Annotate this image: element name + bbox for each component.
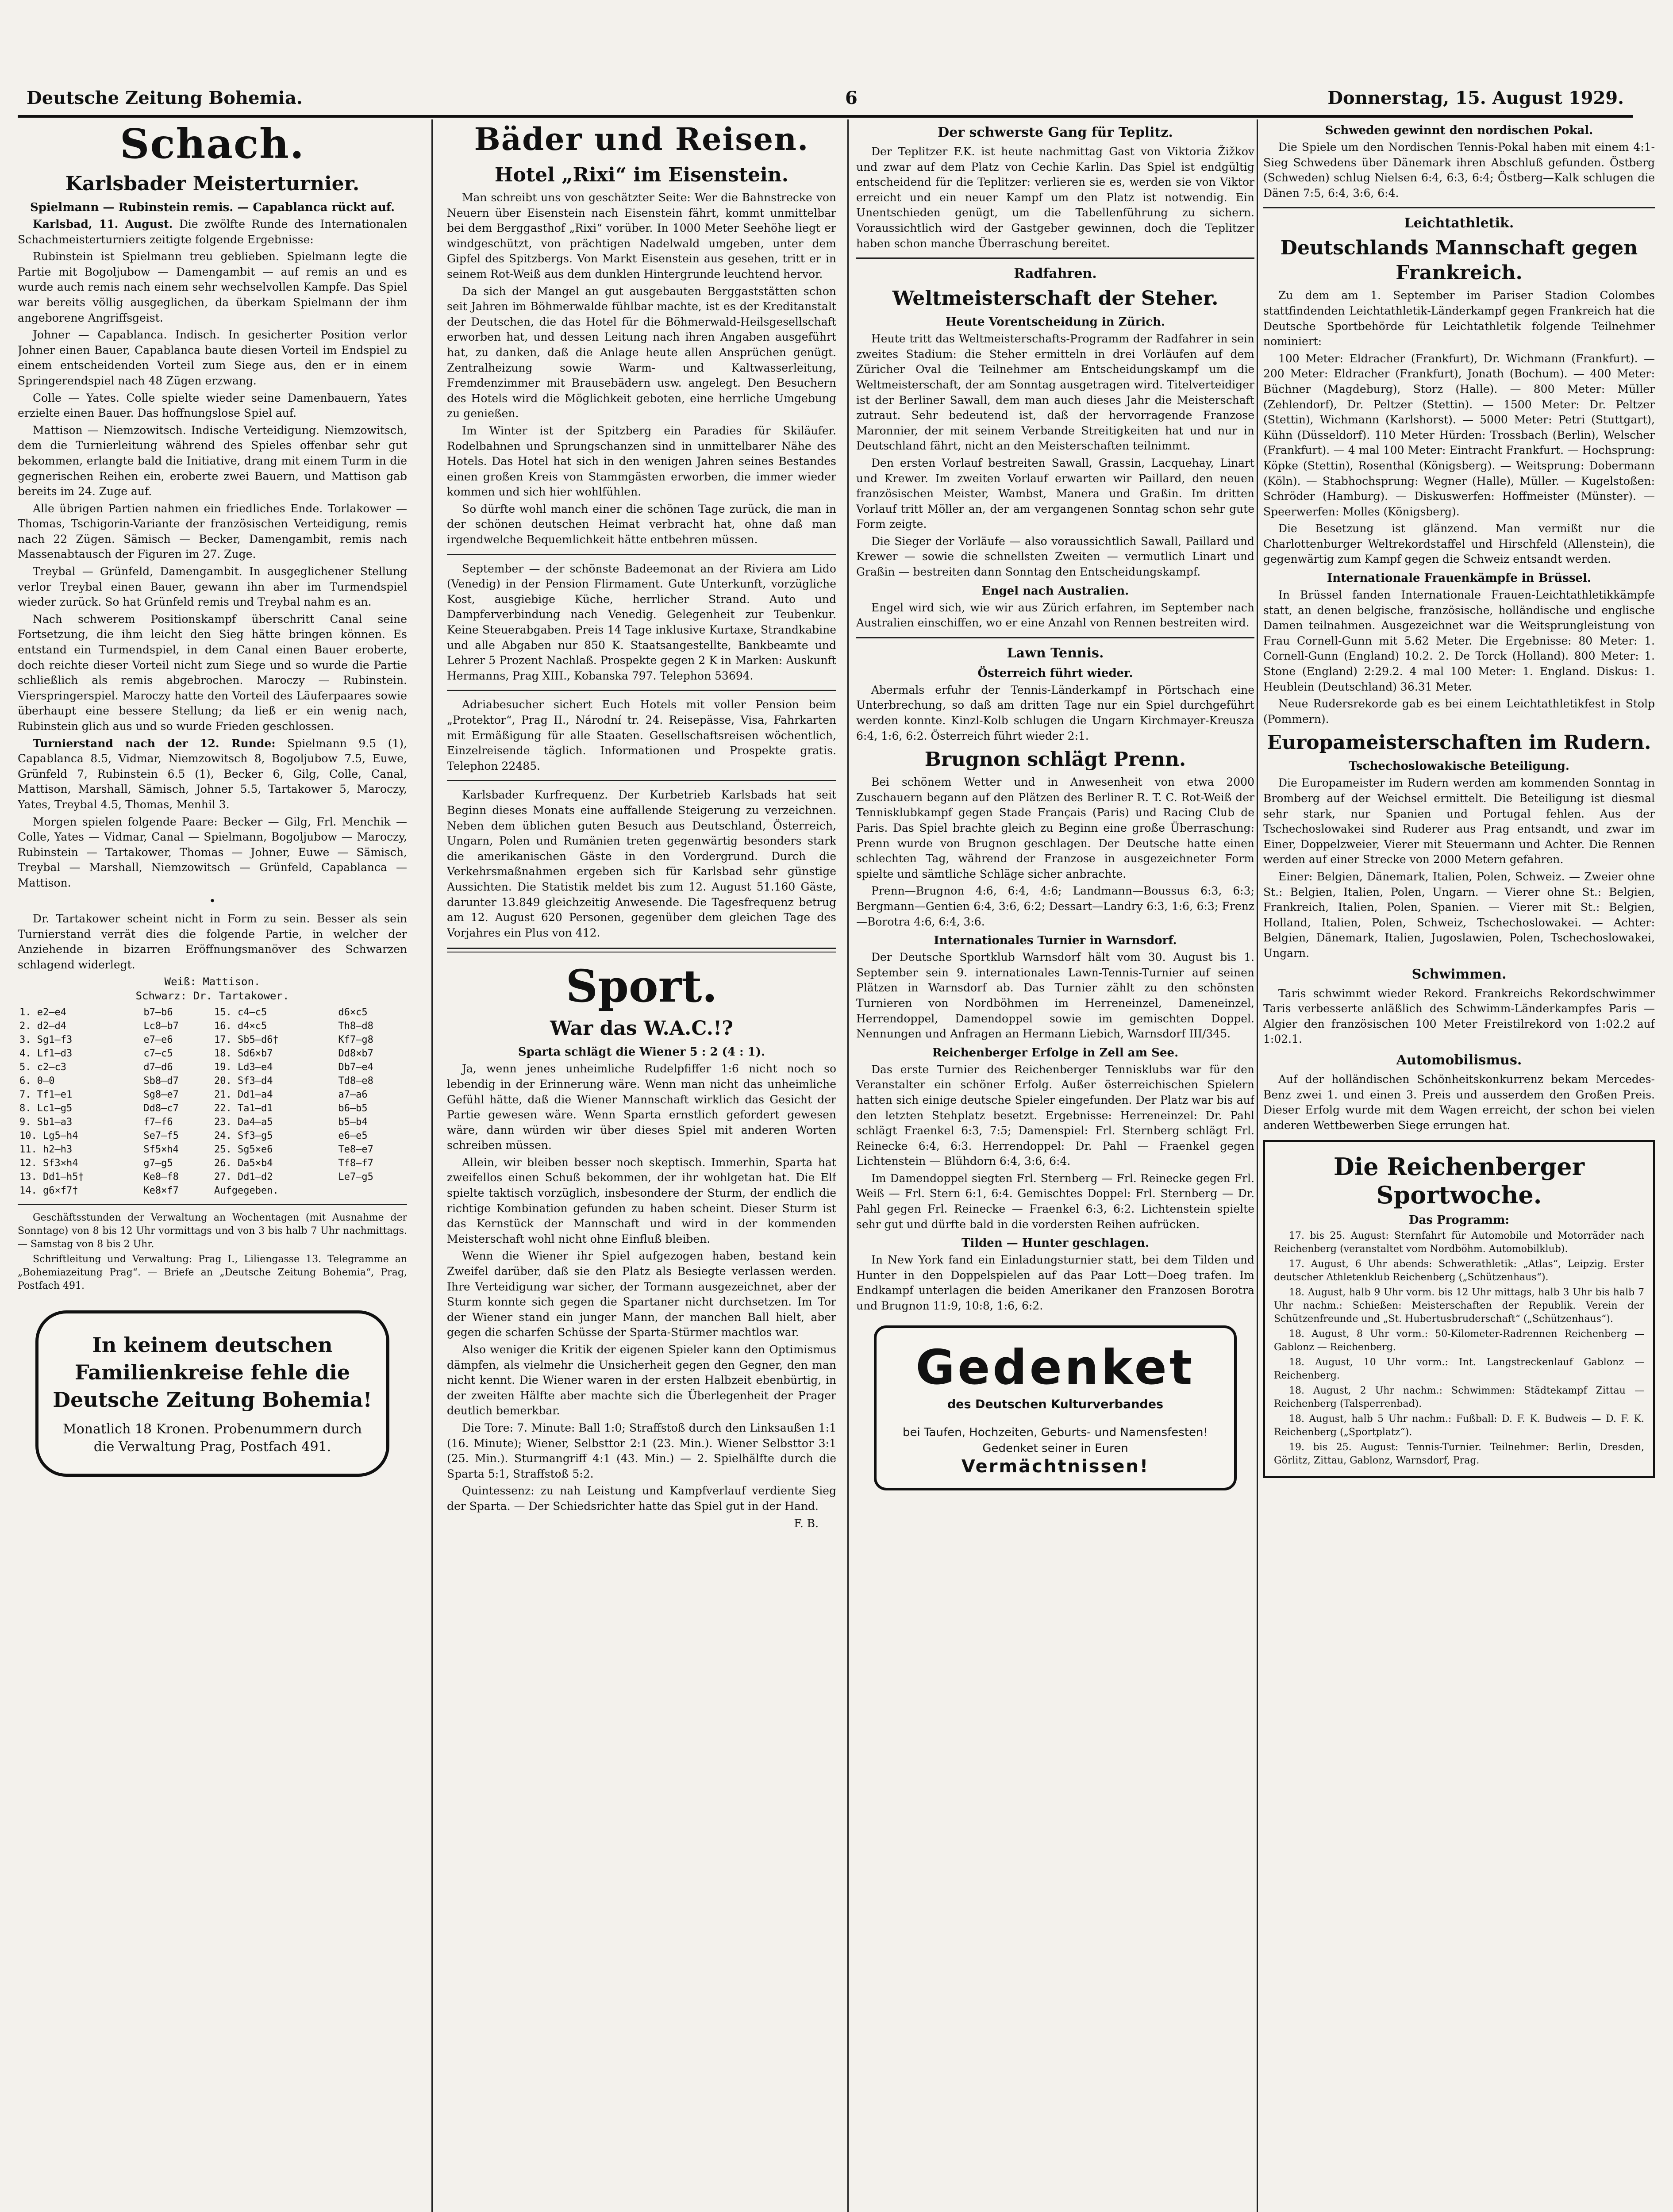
paragraph: Man schreibt uns von geschätzter Seite: Wer die Bahnstrecke von Neuern über Eisenstein nach Eisenstein fährt, kommt unmittelbar bei dem Berggasthof „Rixi“ vorüber. In 1000 Meter Seehöhe liegt er windgeschützt, von prächtigen Nadelwald umgeben, unter dem Gipfel des Spitzbergs. Von Markt Eisenstein aus gesehen, tritt er in seinem Rot-Weiß aus dem dunklen Hintergrunde leuchtend hervor. — [447, 191, 836, 280]
box-title: Die Reichenberger Sportwoche. — [1333, 1152, 1585, 1210]
move-cell: 7. Tf1—e1 — [19, 1089, 73, 1100]
move-cell: e7—e6 — [143, 1034, 173, 1045]
move-row — [18, 1184, 407, 1198]
box-subtitle: Das Programm: — [1408, 1214, 1510, 1227]
article-title: Schweden gewinnt den nordischen Pokal. — [1325, 124, 1593, 137]
address: Schriftleitung und Verwaltung: Prag I., Liliengasse 13. Telegramme an „Bohemiazeitung Prag“. — Briefe an „Deutsche Zeitung Bohemia“, Prag, Postfach 491. — [18, 1253, 407, 1291]
paragraph: Johner — Capablanca. Indisch. In gesicherter Position verlor Johner einen Bauer, Capablanca baute diesen Vorteil im Endspiel zu einem entscheidenden Vorteil zum Siege aus, den er in einem Springerendspiel nach 48 Zügen erzwang. — [18, 328, 407, 387]
paragraph: Auf der holländischen Schönheitskonkurrenz bekam Mercedes-Benz zwei 1. und einen 3. Preis und ausserdem den Großen Preis. Dieser Erfolg wurde mit dem Wagen erreicht, der schon bei vielen anderen Wettbewerben Siege errungen hat. — [1263, 1072, 1655, 1132]
move-cell: 12. Sf3×h4 — [19, 1157, 78, 1169]
move-cell: 1. e2—e4 — [19, 1006, 66, 1018]
move-cell: 20. Sf3—d4 — [214, 1075, 273, 1087]
move-cell: Db7—e4 — [338, 1061, 373, 1073]
paragraph: Einer: Belgien, Dänemark, Italien, Polen, Schweiz. — Zweier ohne St.: Belgien, Italien, Polen, Ungarn. — Vierer ohne St.: Belgien, Frankreich, Italien, Polen, Spanien. — Vierer mit St.: Belgien, Holland, Italien, Polen, Schweiz, Tschechoslowakei. — Achter: Belgien, Dänemark, Italien, Jugoslawien, Polen, Tschechoslowakei, Ungarn. — [1263, 870, 1655, 960]
move-row — [18, 1156, 407, 1170]
move-cell: 9. Sb1—a3 — [19, 1116, 73, 1128]
move-cell: d7—d6 — [143, 1061, 173, 1073]
lead-text: Die zwölfte Runde des Internationalen Schachmeisterturniers zeitigte folgende Ergebnisse: — [18, 218, 407, 246]
move-cell: f7—f6 — [143, 1116, 173, 1128]
move-cell: 18. Sd6×b7 — [214, 1048, 273, 1059]
paragraph: Abermals erfuhr der Tennis-Länderkampf in Pörtschach eine Unterbrechung, so daß am dritten Tage nur ein Spiel durchgeführt werden konnte. Kinzl-Kolb schlugen die Ungarn Kirchmayer-Kreusza 6:4, 1:6, 6:2. Österreich führt wieder 2:1. — [856, 683, 1254, 742]
move-cell: Ke8—f8 — [143, 1171, 179, 1183]
move-row — [18, 1033, 407, 1047]
advertisement-bohemia — [35, 1310, 389, 1477]
section-heading-chess: Schach. — [120, 120, 305, 168]
move-cell: 14. g6×f7† — [19, 1185, 78, 1196]
article-subtitle: Heute Vorentscheidung in Zürich. — [946, 315, 1165, 329]
move-cell: 5. c2—c3 — [19, 1061, 66, 1073]
program-item: 18. August, halb 5 Uhr nachm.: Fußball: D. F. K. Budweis — D. F. K. Reichenberg („Sportplatz“). — [1274, 1413, 1644, 1438]
move-cell: 16. d4×c5 — [214, 1020, 267, 1032]
move-row — [18, 1143, 407, 1156]
paragraph: Die Besetzung ist glänzend. Man vermißt nur die Charlottenburger Weltrekordstaffel und Hirschfeld (Allenstein), die gegenwärtig zum Kampf gegen die Schweiz entsandt werden. — [1263, 522, 1655, 566]
program-item: 17. bis 25. August: Sternfahrt für Automobile und Motorräder nach Reichenberg (veranstaltet vom Nordböhm. Automobilklub). — [1274, 1230, 1644, 1255]
move-cell: 6. 0—0 — [19, 1075, 55, 1087]
paragraph: Das erste Turnier des Reichenberger Tennisklubs war für den Veranstalter ein schöner Erfolg. Außer österreichischen Spielern hatten sich einige deutsche Spieler eingefunden. Der Platz war bis auf den letzten Stehplatz besetzt. Ergebnisse: Herreneinzel: Dr. Pahl schlägt Fraenkel 6:3, 7:5; Damenspiel: Frl. Sternberg schlägt Frl. Reinecke 6:4, 6:3. Herrendoppel: Dr. Pahl — Fraenkel gegen Lichtenstein — Blühdorn 6:4, 3:6, 6:4. — [856, 1063, 1254, 1168]
move-cell: 25. Sg5×e6 — [214, 1144, 273, 1155]
masthead-date: Donnerstag, 15. August 1929. — [1327, 88, 1624, 108]
paragraph: Da sich der Mangel an gut ausgebauten Berggaststätten schon seit Jahren im Böhmerwalde fühlbar machte, ist es der Kreditanstalt der Deutschen, die das Hotel für die Böhmerwald-Heilsgesellschaft erworben hat, und dessen Leitung nach ihren Angaben ausgeführt hat, zu danken, daß die Anlage heute allen Ansprüchen genügt. Zentralheizung sowie Warm- und Kaltwasserleitung, Fremdenzimmer mit Brausebädern usw. angelegt. Den Besuchern des Hotels wird die Möglichkeit geboten, eine herrliche Umgebung zu genießen. — [447, 284, 836, 420]
move-cell: b6—b5 — [338, 1102, 368, 1114]
move-row — [18, 1006, 407, 1019]
author-signature: F. B. — [794, 1517, 819, 1530]
paragraph: Engel wird sich, wie wir aus Zürich erfahren, im September nach Australien einschiffen, wo er eine Anzahl von Rennen bestreiten wird. — [856, 601, 1254, 630]
move-cell: 8. Lc1—g5 — [19, 1102, 73, 1114]
move-row — [18, 1170, 407, 1184]
move-cell: Kf7—g8 — [338, 1034, 373, 1045]
ad-headline: Gedenket — [915, 1340, 1195, 1395]
paragraph: In New York fand ein Einladungsturnier statt, bei dem Tilden und Hunter in den Doppelspielen auf das Paar Lott—Doeg trafen. Im Endkampf unterlagen die beiden Amerikaner den Franzosen Borotra und Brugnon 11:9, 10:8, 1:6, 6:2. — [856, 1253, 1254, 1313]
move-cell: 24. Sf3—g5 — [214, 1130, 273, 1141]
move-cell: 10. Lg5—h4 — [19, 1130, 78, 1141]
paragraph: 100 Meter: Eldracher (Frankfurt), Dr. Wichmann (Frankfurt). — 200 Meter: Eldracher (Frankfurt), Jonath (Bochum). — 400 Meter: Büchner (Magdeburg), Storz (Halle). — 800 Meter: Müller (Zehlendorf), Dr. Peltzer (Stettin). — 1500 Meter: Dr. Peltzer (Stettin), Wichmann (Karlshorst). — 5000 Meter: Petri (Stuttgart), Kühn (Düsseldorf). 110 Meter Hürden: Trossbach (Berlin), Welscher (Frankfurt). — 4 mal 100 Meter: Eintracht Frankfurt. — Hochsprung: Köpke (Stettin), Rosenthal (Königsberg). — Weitsprung: Dobermann (Köln). — Stabhochsprung: Wegner (Halle), Müller. — Kugelstoßen: Schröder (Hamburg). — Diskuswerfen: Hoffmeister (Münster). — Speerwerfen: Molles (Königsberg). — [1263, 352, 1655, 518]
paragraph: Neue Rudersrekorde gab es bei einem Leichtathletikfest in Stolp (Pommern). — [1263, 697, 1655, 726]
paragraph: Die Spiele um den Nordischen Tennis-Pokal haben mit einem 4:1-Sieg Schwedens über Dänemark ihren Abschluß gefunden. Östberg (Schweden) schlug Nielsen 6:4, 6:3, 6:4; Östberg—Kalk schlugen die Dänen 7:5, 6:4, 3:6, 6:4. — [1263, 141, 1655, 200]
column-rule — [847, 119, 849, 2212]
program-item: 18. August, 2 Uhr nachm.: Schwimmen: Städtekampf Zittau — Reichenberg (Talsperrenbad). — [1274, 1385, 1644, 1410]
paragraph: Die Europameister im Rudern werden am kommenden Sonntag in Bromberg auf der Weichsel ermittelt. Die Beteiligung ist diesmal sehr stark, nur Spanien und Portugal fehlen. Aus der Tschechoslowakei sind Ruderer aus Prag entsandt, und zwar im Einer, Doppelzweier, Vierer mit Steuermann und Achter. Die Rennen werden auf einer Strecke von 2000 Metern gefahren. — [1263, 776, 1655, 866]
paragraph: Allein, wir bleiben besser noch skeptisch. Immerhin, Sparta hat zweifellos einen Schuß bekommen, der ihr wohlgetan hat. Die Elf spielte taktisch vorzüglich, insbesondere der Sturm, der endlich die richtige Kombination gefunden zu haben scheint. Dieser Sturm ist das Kernstück der Mannschaft und wird in der kommenden Meisterschaft wohl nicht ohne Einfluß bleiben. — [447, 1156, 836, 1245]
paragraph: Im Damendoppel siegten Frl. Sternberg — Frl. Reinecke gegen Frl. Weiß — Frl. Stern 6:1, 6:4. Gemischtes Doppel: Frl. Sternberg — Dr. Pahl gegen Frl. Reinecke — Fraenkel 6:3, 6:2. Lichtenstein spielte sehr gut und dürfte bald in die vordersten Reihen aufrücken. — [856, 1171, 1254, 1231]
article-title: Europameisterschaften im Rudern. — [1267, 731, 1651, 754]
move-cell: 27. Dd1—d2 — [214, 1171, 273, 1183]
article-title: Karlsbader Meisterturnier. — [65, 173, 360, 195]
move-row — [18, 1060, 407, 1074]
ad-subscription-text: Monatlich 18 Kronen. Probenummern durch die Verwaltung Prag, Postfach 491. — [63, 1421, 362, 1455]
move-cell: Th8—d8 — [338, 1020, 373, 1032]
paragraph: Die Tore: 7. Minute: Ball 1:0; Straffstoß durch den Linksaußen 1:1 (16. Minute); Wiener, Selbsttor 2:1 (23. Min.). Wiener Selbsttor 3:1 (25. Min.). Sturmangriff 4:1 (43. Min.) — 2. Spielhälfte durch die Sparta 5:1, Straffstoß 5:2. — [447, 1421, 836, 1480]
paragraph: Nach schwerem Positionskampf überschritt Canal seine Fortsetzung, die ihm leicht den Sieg hätte bringen können. Es entstand ein Turmendspiel, in dem Canal einen Bauer eroberte, doch reichte dieser Vorteil nicht zum Siege und so wurde die Partie schließlich als remis abgebrochen. Maroczy — Rubinstein. Vierspringerspiel. Maroczy hatte den Vorteil des Läuferpaares sowie überhaupt eine bessere Stellung; da ließ er ein wenig nach, Rubinstein glich aus und so wurde Frieden geschlossen. — [18, 612, 407, 733]
office-hours: Geschäftsstunden der Verwaltung an Wochentagen (mit Ausnahme der Sonntage) von 8 bis 12 Uhr vormittags und von 3 bis halb 7 Uhr nachmittags. — Samstag von 8 bis 2 Uhr. — [18, 1212, 407, 1250]
program-item: 18. August, 10 Uhr vorm.: Int. Langstreckenlauf Gablonz — Reichenberg. — [1274, 1357, 1644, 1382]
move-cell: c7—c5 — [143, 1048, 173, 1059]
game-white: Weiß: Mattison. — [164, 975, 261, 988]
article-title: Tilden — Hunter geschlagen. — [961, 1237, 1149, 1250]
section-heading: Automobilismus. — [1396, 1052, 1522, 1068]
move-cell: 4. Lf1—d3 — [19, 1048, 73, 1059]
article-title: Engel nach Australien. — [981, 584, 1129, 598]
move-cell: Sg8—e7 — [143, 1089, 179, 1100]
paragraph: Treybal — Grünfeld, Damengambit. In ausgeglichener Stellung verlor Treybal einen Bauer, gewann ihn aber im Turmendspiel wieder zurück. So hat Grünfeld remis und Treybal nahm es an. — [18, 565, 407, 609]
dateline: Karlsbad, 11. August. — [33, 218, 173, 230]
game-note: Dr. Tartakower scheint nicht in Form zu sein. Besser als sein Turnierstand verrät dies die folgende Partie, in welcher der Anziehende in bizarren Eröffnungsmanöver des Schwarzen schlagend widerlegt. — [18, 912, 407, 971]
move-row — [18, 1129, 407, 1143]
section-heading-sport: Sport. — [565, 960, 718, 1013]
move-row — [18, 1102, 407, 1115]
move-cell: Ke8×f7 — [143, 1185, 179, 1196]
article-title: War das W.A.C.!? — [550, 1017, 733, 1040]
masthead — [18, 84, 1633, 118]
paragraph: Wenn die Wiener ihr Spiel aufgezogen haben, bestand kein Zweifel darüber, daß sie den Platz als Besiegte verlassen werden. Ihre Verteidigung war sicher, der Tormann ausgezeichnet, aber der Sturm konnte sich gegen die Spartaner nicht durchsetzen. Im Tor der Wiener stand ein junger Mann, der manchen Ball hielt, aber gegen die scharfen Schüsse der Sparta-Stürmer machtlos war. — [447, 1249, 836, 1339]
move-cell: 19. Ld3—e4 — [214, 1061, 273, 1073]
column-sport-2 — [856, 119, 1254, 2212]
paragraph: Ja, wenn jenes unheimliche Rudelpfiffer 1:6 nicht noch so lebendig in der Erinnerung wäre. Wenn man nicht das unheimliche Gefühl hätte, daß die Wiener Mannschaft wirklich das Gesicht der Partie gewesen wäre. Wenn Sparta ernstlich gefordert gewesen wäre, dann würden wir über dieses Spiel mit anderen Worten schreiben müssen. — [447, 1062, 836, 1152]
paragraph: Den ersten Vorlauf bestreiten Sawall, Grassin, Lacquehay, Linart und Krewer. Im zweiten Vorlauf erwarten wir Paillard, den neuen französischen Meister, Wambst, Manera und Graßin. Im dritten Vorlauf tritt Möller an, der am vergangenen Sonntag schon sehr gute Form zeigte. — [856, 456, 1254, 531]
sportwoche-box — [1263, 1140, 1655, 1478]
move-cell: e6—e5 — [338, 1130, 368, 1141]
paragraph: Alle übrigen Partien nahmen ein friedliches Ende. Torlakower — Thomas, Tschigorin-Variante der französischen Verteidigung, remis nach 22 Zügen. Sämisch — Becker, Damengambit, remis nach Massenabtausch der Figuren im 27. Zuge. — [18, 502, 407, 561]
move-cell: Sb8—d7 — [143, 1075, 179, 1087]
move-cell: 15. c4—c5 — [214, 1006, 267, 1018]
move-cell: Dd8×b7 — [338, 1048, 373, 1059]
paragraph: Die Sieger der Vorläufe — also voraussichtlich Sawall, Paillard und Krewer — sowie die schnellsten Zweiten — vermutlich Linart und Graßin — bestreiten dann Sonntag den Entscheidungskampf. — [856, 534, 1254, 579]
move-row — [18, 1047, 407, 1060]
move-cell: 2. d2—d4 — [19, 1020, 66, 1032]
section-heading: Leichtathletik. — [1404, 215, 1514, 231]
move-cell: 26. Da5×b4 — [214, 1157, 273, 1169]
program-item: 18. August, halb 9 Uhr vorm. bis 12 Uhr mittags, halb 3 Uhr bis halb 7 Uhr nachm.: Schießen: Meisterschaften der Republik. Verein der Schützenfreunde und „St. Hubertusbruderschaft“ („Schützenhaus“). — [1274, 1287, 1644, 1325]
column-rule — [1257, 119, 1258, 2212]
masthead-paper-name: Deutsche Zeitung Bohemia. — [27, 88, 303, 108]
game-black: Schwarz: Dr. Tartakower. — [135, 989, 289, 1002]
paragraph: Heute tritt das Weltmeisterschafts-Programm der Radfahrer in sein zweites Stadium: die Steher ermitteln in drei Vorläufen auf dem Züricher Oval die Teilnehmer am Entscheidungskampf um die Weltmeisterschaft, der am Sonntag ausgetragen wird. Titelverteidiger ist der Berliner Sawall, dem man auch dieses Jahr die Meisterschaft zutraut. Sehr bedeutend ist, daß der hervorragende Franzose Maronnier, der mit seinem Verbande Streitigkeiten hat und nur in Deutschland fährt, nicht an den Meisterschaften teilnimmt. — [856, 332, 1254, 453]
move-cell: 21. Dd1—a4 — [214, 1089, 273, 1100]
next-round-text: Morgen spielen folgende Paare: Becker — Gilg, Frl. Menchik — Colle, Yates — Vidmar, Canal — Spielmann, Bogoljubow — Maroczy, Rubinstein — Tartakower, Thomas — Johner, Euwe — Sämisch, Treybal — Marshall, Niemzowitsch — Grünfeld, Capablanca — Mattison. — [18, 815, 407, 889]
article-title: Österreich führt wieder. — [977, 666, 1133, 680]
paragraph: Rubinstein ist Spielmann treu geblieben. Spielmann legte die Partie mit Bogoljubow — Damengambit — auf remis an und es wurde auch remis nach einem sehr wechselvollen Kampfe. Das Spiel war bereits völlig ausgeglichen, da überkam Spielmann der ihm angeborene Angriffsgeist. — [18, 250, 407, 324]
section-heading: Radfahren. — [1014, 266, 1097, 282]
paragraph: Im Winter ist der Spitzberg ein Paradies für Skiläufer. Rodelbahnen und Sprungschanzen sind in unmittelbarer Nähe des Hotels. Das Hotel hat sich in den wenigen Jahren seines Bestandes einen großen Kreis von Stammgästen erworben, die immer wieder kommen und sich hier wohlfühlen. — [447, 424, 836, 499]
ad-text: bei Taufen, Hochzeiten, Geburts- und Namensfesten! Gedenket seiner in Euren — [903, 1426, 1208, 1455]
article-title: Internationale Frauenkämpfe in Brüssel. — [1327, 572, 1591, 585]
section-heading: Lawn Tennis. — [1007, 645, 1104, 661]
move-cell: 17. Sb5—d6† — [214, 1034, 279, 1045]
move-cell: Le7—g5 — [338, 1171, 373, 1183]
paragraph: So dürfte wohl manch einer die schönen Tage zurück, die man in der schönen deutschen Heimat verbracht hat, ohne daß man irgendwelche Bequemlichkeit hätte entbehren müssen. — [447, 502, 836, 546]
masthead-page-number: 6 — [845, 88, 858, 108]
move-cell: 3. Sg1—f3 — [19, 1034, 73, 1045]
standings-label: Turnierstand nach der 12. Runde: — [33, 737, 276, 750]
move-cell: Sf5×h4 — [143, 1144, 179, 1155]
column-chess: Schach. Karlsbader Meisterturnier. Spielmann — Rubinstein remis. — Capablanca rückt auf. Karlsbad, 11. August. Die zwölfte Runde des Internationalen Schachmeisterturniers zeitigte folgende Ergebnisse: Rubinstein ist Spielmann treu geblieben. Spielmann legte die Partie mit Bogoljubow — Damengambit — auf remis an und es wurde auch remis nach einem sehr wechselvollen Kampfe. Das Spiel war bereits völlig ausgeglichen, da überkam Spielmann der ihm angeborene Angriffsgeist. Johner — Capablanca. Indisch. In gesicherter Position verlor Johner einen Bauer, Capablanca baute diesen Vorteil im Endspiel zu einem entscheidenden Vorteil zum Siege aus, den er in einem Springerendspiel nach 48 Zügen erzwang. Colle — Yates. Colle spielte wieder seine Damenbauern, Yates erzielte einen Bauer. Das hoffnungslose Spiel auf. Mattison — Niemzowitsch. Indische Verteidigung. Niemzowitsch, dem die Turnierleitung während des Spieles offenbar sehr gut bekommen, erlangte bald die Initiative, drang mit einem Turm in die gegnerischen Reihen ein, eroberte zwei Bauern, und Mattison gab bereits im 24. Zuge auf. Alle übrigen Partien nahmen ein friedliches Ende. Torlakower — Thomas, Tschigorin-Variante der französischen Verteidigung, remis nach 22 Zügen. Sämisch — Becker, Damengambit, remis nach Massenabtausch der Figuren im 27. Zuge. Treybal — Grünfeld, Damengambit. In ausgeglichener Stellung verlor Treybal einen Bauer, gewann ihn aber im Turmendspiel wieder zurück. So hat Grünfeld remis und Treybal nahm es an. Nach schwerem Positionskampf überschritt Canal seine Fortsetzung, die ihm leicht den Sieg hätte bringen können. Es entstand ein Turmendspiel, in dem Canal einen Bauer eroberte, doch reichte dieser Vorteil nicht zum Siege und so wurde die Partie schließlich als remis abgebrochen. Maroczy — Rubinstein. Vierspringerspiel. Maroczy hatte den Vorteil des Läuferpaares sowie überhaupt eine bessere Stellung; da ließ er ein wenig nach, Rubinstein glich aus und so wurde Frieden geschlossen. Turnierstand nach der 12. Runde: Spielmann 9.5 (1), Capablanca 8.5, Vidmar, Niemzowitsch 8, Bogoljubow 7.5, Euwe, Grünfeld 7, Rubinstein 6.5 (1), Becker 6, Gilg, Colle, Canal, Mattison, Marshall, Sämisch, Johner 5.5, Tartakower 5, Maroczy, Yates, Treybal 4.5, Thomas, Menhil 3. Morgen spielen folgende Paare: Becker — Gilg, Frl. Menchik — Colle, Yates — Vidmar, Canal — Spielmann, Bogoljubow — Maroczy, Rubinstein — Tartakower, Thomas — Johner, Euwe — Sämisch, Treybal — Marshall, Niemzowitsch — Grünfeld, Capablanca — Mattison. • Dr. Tartakower scheint nicht in Form zu sein. Besser als sein Turnierstand verrät dies die folgende Partie, in welcher der Anziehende in bizarren Eröffnungsmanöver des Schwarzen schlagend widerlegt. Weiß: Mattison. Schwarz: Dr. Tartakower. 1. e2—e4 b7—b6 15. c4—c5 d6×c5 2. d2—d4 Lc8—b7 16. d4×c5 Th8—d8 3. Sg1—f3 e7—e6 17. Sb5—d6† Kf7—g8 4. Lf1—d3 c7—c5 18. Sd6×b7 Dd8×b7 5. c2—c3 d7—d6 19. Ld3—e4 Db7—e4 6. 0—0 Sb8—d7 20. Sf3—d4 Td8—e8 7. Tf1—e1 Sg8—e7 21. Dd1—a4 a7—a6 8. Lc1—g5 Dd8—c7 22. Ta1—d1 b6—b5 9. Sb1—a3 f7—f6 23. Da4—a5 b5—b4 10. Lg5—h4 Se7—f5 24. Sf3—g5 e6—e5 11. h2—h3 Sf5×h4 25. Sg5×e6 Te8—e7 12. Sf3×h4 g7—g5 26. Da5×b4 Tf8—f7 13. Dd1—h5† Ke8—f8 27. Dd1—d2 Le7—g5 14. g6×f7† Ke8×f7 Aufgegeben. Geschäftsstunden der Verwaltung an Wochentagen (mit Ausnahme der Sonntage) von 8 bis 12 Uhr vormittags und von 3 bis halb 7 Uhr nachmittags. — Samstag von 8 bis 2 Uhr. Schriftleitung und Verwaltung: Prag I., Liliengasse 13. Telegramme an „Bohemiazeitung Prag“. — Briefe an „Deutsche Zeitung Bohemia“, Prag, Postfach 491. In keinem deutschen Familienkreise fehle die Deutsche Zeitung Bohemia! Monatlich 18 Kronen. Probenummern durch die Verwaltung Prag, Postfach 491. — [18, 119, 407, 2212]
ad-subheadline: des Deutschen Kulturverbandes — [947, 1397, 1164, 1411]
move-cell: Td8—e8 — [338, 1075, 373, 1087]
paragraph: Taris schwimmt wieder Rekord. Frankreichs Rekordschwimmer Taris verbesserte anläßlich des Schwimm-Länderkampfes Paris — Algier den französischen 100 Meter Freistilrekord von 1:02.2 auf 1:02.1. — [1263, 987, 1655, 1046]
article-title: Der schwerste Gang für Teplitz. — [938, 125, 1173, 140]
moves-table — [18, 1006, 407, 1198]
program-item: 19. bis 25. August: Tennis-Turnier. Teilnehmer: Berlin, Dresden, Görlitz, Zittau, Gablonz, Warnsdorf, Prag. — [1274, 1442, 1644, 1467]
advertisement-kulturverband — [874, 1325, 1237, 1490]
move-cell: g7—g5 — [143, 1157, 173, 1169]
move-cell: d6×c5 — [338, 1006, 368, 1018]
classified: Karlsbader Kurfrequenz. Der Kurbetrieb Karlsbads hat seit Beginn dieses Monats eine auffallende Steigerung zu verzeichnen. Neben dem üblichen guten Besuch aus Deutschland, Österreich, Ungarn, Polen und Rumänien treten gegenwärtig besonders stark die amerikanischen Gäste in den Vordergrund. Durch die Verkehrsmaßnahmen ergeben sich für Karlsbad sehr günstige Aussichten. Die Statistik meldet bis zum 12. August 51.160 Gäste, darunter 13.849 gleichzeitig Anwesende. Die Tagesfrequenz betrug am 12. August 620 Personen, gegenüber dem gleichen Tage des Vorjahres ein Plus von 412. — [447, 788, 836, 939]
move-row — [18, 1074, 407, 1088]
move-cell: Se7—f5 — [143, 1130, 179, 1141]
article-subtitle: Spielmann — Rubinstein remis. — Capablanca rückt auf. — [30, 201, 395, 214]
move-cell: Lc8—b7 — [143, 1020, 179, 1032]
article-title: Internationales Turnier in Warnsdorf. — [934, 934, 1177, 948]
article-title: Deutschlands Mannschaft gegen Frankreich. — [1280, 237, 1638, 284]
standings-text: Spielmann 9.5 (1), Capablanca 8.5, Vidmar, Niemzowitsch 8, Bogoljubow 7.5, Euwe, Grünfeld 7, Rubinstein 6.5 (1), Becker 6, Gilg, Colle, Canal, Mattison, Marshall, Sämisch, Johner 5.5, Tartakower 5, Maroczy, Yates, Treybal 4.5, Thomas, Menhil 3. — [18, 737, 407, 811]
ad-headline: In keinem deutschen Familienkreise fehle die Deutsche Zeitung Bohemia! — [53, 1333, 372, 1412]
column-travel-sport — [447, 119, 836, 2212]
paragraph: Der Teplitzer F.K. ist heute nachmittag Gast von Viktoria Žižkov und zwar auf dem Platz von Cechie Karlin. Das Spiel ist endgültig entscheidend für die Teplitzer: verlieren sie es, werden sie von Viktor erreicht und ein neuer Kampf um den Platz ist notwendig. Ein Unentschieden genügt, um die Tabellenführung zu sichern. Voraussichtlich wird der Gastgeber gewinnen, doch die Teplitzer haben schon manche Überraschung bereitet. — [856, 145, 1254, 250]
classified: Adriabesucher sichert Euch Hotels mit voller Pension beim „Protektor“, Prag II., Národní tr. 24. Reisepässe, Visa, Fahrkarten mit Ermäßigung für alle Staaten. Gesellschaftsreisen wöchentlich, Einzelreisende täglich. Informationen und Prospekte gratis. Telephon 22485. — [447, 698, 836, 772]
move-row — [18, 1088, 407, 1102]
move-cell: Dd8—c7 — [143, 1102, 179, 1114]
section-heading-travel: Bäder und Reisen. — [474, 121, 809, 157]
move-cell: Te8—e7 — [338, 1144, 373, 1155]
article-subtitle: Sparta schlägt die Wiener 5 : 2 (4 : 1). — [518, 1045, 765, 1059]
article-title: Hotel „Rixi“ im Eisenstein. — [494, 164, 789, 186]
article-title: Brugnon schlägt Prenn. — [924, 748, 1186, 771]
paragraph: Der Deutsche Sportklub Warnsdorf hält vom 30. August bis 1. September sein 9. internationales Lawn-Tennis-Turnier auf seinen Plätzen in Warnsdorf ab. Das Turnier zählt zu den schönsten Turnieren von Nordböhmen im Herreneinzel, Dameneinzel, Herrendoppel, Damendoppel sowie im gemischten Doppel. Nennungen und Anfragen an Hermann Liebich, Warnsdorf III/345. — [856, 951, 1254, 1041]
classified: September — der schönste Badeemonat an der Riviera am Lido (Venedig) in der Pension Flirmament. Gute Unterkunft, vorzügliche Kost, ausgiebige Küche, herrlicher Strand. Auto und Dampferverbindung nach Venedig. Gelegenheit zur Teubenkur. Keine Steuerabgaben. Preis 14 Tage inklusive Kurtaxe, Strandkabine und alle Abgaben nur 850 K. Staatsangestellte, Bankbeamte und Lehrer 5 Prozent Nachlaß. Prospekte gegen 2 K in Marken: Auskunft Hermanns, Prag XIII., Kobanska 797. Telephon 53694. — [447, 562, 836, 682]
move-cell: 11. h2—h3 — [19, 1144, 73, 1155]
program-list — [1274, 1229, 1644, 1467]
move-row — [18, 1115, 407, 1129]
ad-bottom-line: Vermächtnissen! — [961, 1456, 1150, 1477]
program-item: 17. August, 6 Uhr abends: Schwerathletik: „Atlas“, Leipzig. Erster deutscher Athletenklub Reichenberg („Schützenhaus“). — [1274, 1259, 1644, 1283]
move-cell: a7—a6 — [338, 1089, 368, 1100]
section-heading: Schwimmen. — [1411, 966, 1507, 982]
paragraph: Bei schönem Wetter und in Anwesenheit von etwa 2000 Zuschauern begann auf den Plätzen des Berliner R. T. C. Rot-Weiß der Tennisklubkampf gegen Stade Français (Paris) und Racing Club de Paris. Das Spiel brachte gleich zu Beginn eine große Überraschung: Prenn wurde von Brugnon geschlagen. Der Deutsche hatte einen schlechten Tag, während der Franzose in ausgezeichneter Form spielte und sämtliche Schläge sicher anbrachte. — [856, 776, 1254, 880]
paragraph: In Brüssel fanden Internationale Frauen-Leichtathletikkämpfe statt, an denen belgische, französische, holländische und englische Damen teilnahmen. Ausgezeichnet war die Weitsprungleistung von Frau Cornell-Gunn mit 5.62 Meter. Die Ergebnisse: 80 Meter: 1. Cornell-Gunn (England) 10.2. 2. De Torck (Holland). 800 Meter: 1. Stone (England) 2:29.2. 4 mal 100 Meter: 1. England. Diskus: 1. Heublein (Deutschland) 36.31 Meter. — [1263, 588, 1655, 693]
paragraph: Mattison — Niemzowitsch. Indische Verteidigung. Niemzowitsch, dem die Turnierleitung während des Spieles offenbar sehr gut bekommen, erlangte bald die Initiative, drang mit einem Turm in die gegnerischen Reihen ein, eroberte zwei Bauern, und Mattison gab bereits im 24. Zuge auf. — [18, 423, 407, 498]
move-cell: Aufgegeben. — [214, 1185, 279, 1196]
move-cell: b7—b6 — [143, 1006, 173, 1018]
paragraph: Zu dem am 1. September im Pariser Stadion Colombes stattfindenden Leichtathletik-Länderkampf gegen Frankreich hat die Deutsche Sportbehörde für Leichtathletik folgende Teilnehmer nominiert: — [1263, 289, 1655, 348]
article-subtitle: Tschechoslowakische Beteiligung. — [1349, 760, 1569, 773]
move-cell: 13. Dd1—h5† — [19, 1171, 84, 1183]
program-item: 18. August, 8 Uhr vorm.: 50-Kilometer-Radrennen Reichenberg — Gablonz — Reichenberg. — [1274, 1329, 1644, 1353]
paragraph: Also weniger die Kritik der eigenen Spieler kann den Optimismus dämpfen, als vielmehr die Unsicherheit gegen den Gegner, den man nicht kennt. Die Wiener waren in der ersten Halbzeit ebenbürtig, in der zweiten Hälfte aber machte sich die Überlegenheit der Prager deutlich bemerkbar. — [447, 1343, 836, 1417]
column-sport-3 — [1263, 119, 1655, 2212]
move-cell: 22. Ta1—d1 — [214, 1102, 273, 1114]
article-title: Reichenberger Erfolge in Zell am See. — [932, 1046, 1179, 1060]
move-cell — [336, 1184, 407, 1198]
paragraph: Colle — Yates. Colle spielte wieder seine Damenbauern, Yates erzielte einen Bauer. Das hoffnungslose Spiel auf. — [18, 391, 407, 420]
move-row — [18, 1019, 407, 1033]
move-cell: b5—b4 — [338, 1116, 368, 1128]
paragraph: Quintessenz: zu nah Leistung und Kampfverlauf verdiente Sieg der Sparta. — Der Schiedsrichter hatte das Spiel gut in der Hand. — [447, 1484, 836, 1513]
move-cell: Tf8—f7 — [338, 1157, 373, 1169]
move-cell: 23. Da4—a5 — [214, 1116, 273, 1128]
article-title: Weltmeisterschaft der Steher. — [892, 287, 1219, 310]
column-rule — [431, 119, 433, 2212]
paragraph: Prenn—Brugnon 4:6, 6:4, 4:6; Landmann—Boussus 6:3, 6:3; Bergmann—Gentien 6:4, 3:6, 6:2; Dessart—Landry 6:3, 1:6, 6:3; Frenz—Borotra 4:6, 6:4, 3:6. — [856, 884, 1254, 928]
